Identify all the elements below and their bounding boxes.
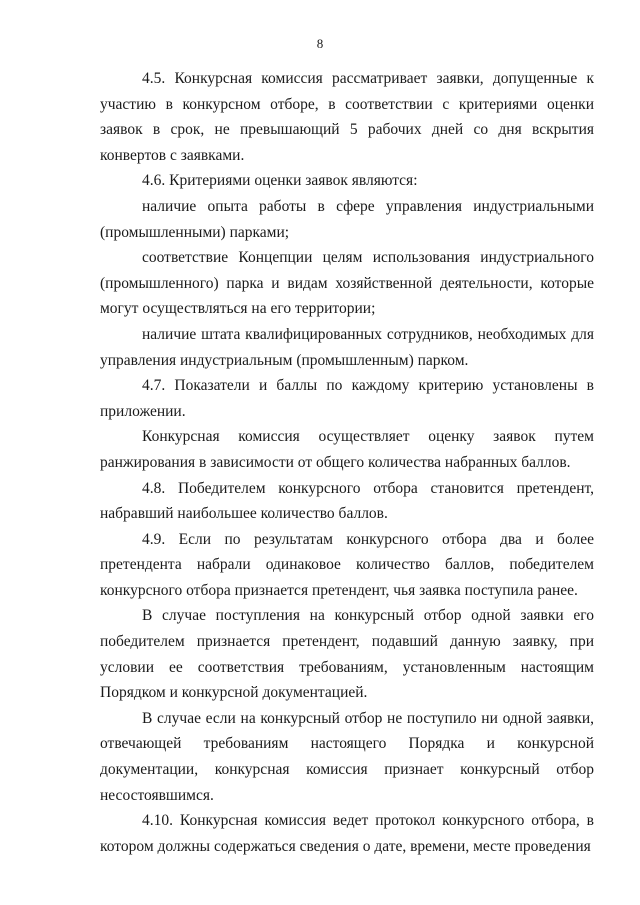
paragraph-4-5: 4.5. Конкурсная комиссия рассматривает заявки, допущенные к участию в конкурсном отборе, в соответствии с критериями оценки заявок в срок, не превышающий 5 рабочих дней со дня вскрытия конвертов с заявками. [100, 70, 594, 164]
criterion-staff: наличие штата квалифицированных сотрудников, необходимых для управления индустриальным (промышленным) парком. [100, 325, 594, 369]
paragraph-ranking: Конкурсная комиссия осуществляет оценку заявок путем ранжирования в зависимости от общего количества набранных баллов. [100, 428, 594, 471]
paragraph-single-application: В случае поступления на конкурсный отбор одной заявки его победителем признается претендент, подавший данную заявку, при условии ее соответствия требованиям, установленным настоящим Порядком и конкурсной документацией. [100, 607, 594, 702]
criterion-experience: наличие опыта работы в сфере управления индустриальными (промышленными) парками; [100, 197, 594, 241]
paragraph-4-7: 4.7. Показатели и баллы по каждому критерию установлены в приложении. [100, 377, 594, 420]
paragraph-4-6: 4.6. Критериями оценки заявок являются: [142, 172, 418, 190]
paragraph-no-applications: В случае если на конкурсный отбор не поступило ни одной заявки, отвечающей требованиям настоящего Порядка и конкурсной документации, конкурсная комиссия признает конкурсный отбор несостоявшимся. [100, 709, 594, 804]
paragraph-4-8: 4.8. Победителем конкурсного отбора становится претендент, набравший наибольшее количество баллов. [100, 479, 594, 523]
paragraph-4-9: 4.9. Если по результатам конкурсного отбора два и более претендента набрали одинаковое количество баллов, победителем конкурсного отбора признается претендент, чья заявка поступила ранее. [100, 530, 594, 599]
page-number: 8 [316, 36, 324, 51]
document-body [100, 66, 594, 859]
criterion-concept: соответствие Концепции целям использования индустриального (промышленного) парка и видам хозяйственной деятельности, которые могут осуществляться на его территории; [100, 249, 594, 318]
paragraph-4-10: 4.10. Конкурсная комиссия ведет протокол конкурсного отбора, в котором должны содержаться сведения о дате, времени, месте проведения [100, 812, 594, 855]
